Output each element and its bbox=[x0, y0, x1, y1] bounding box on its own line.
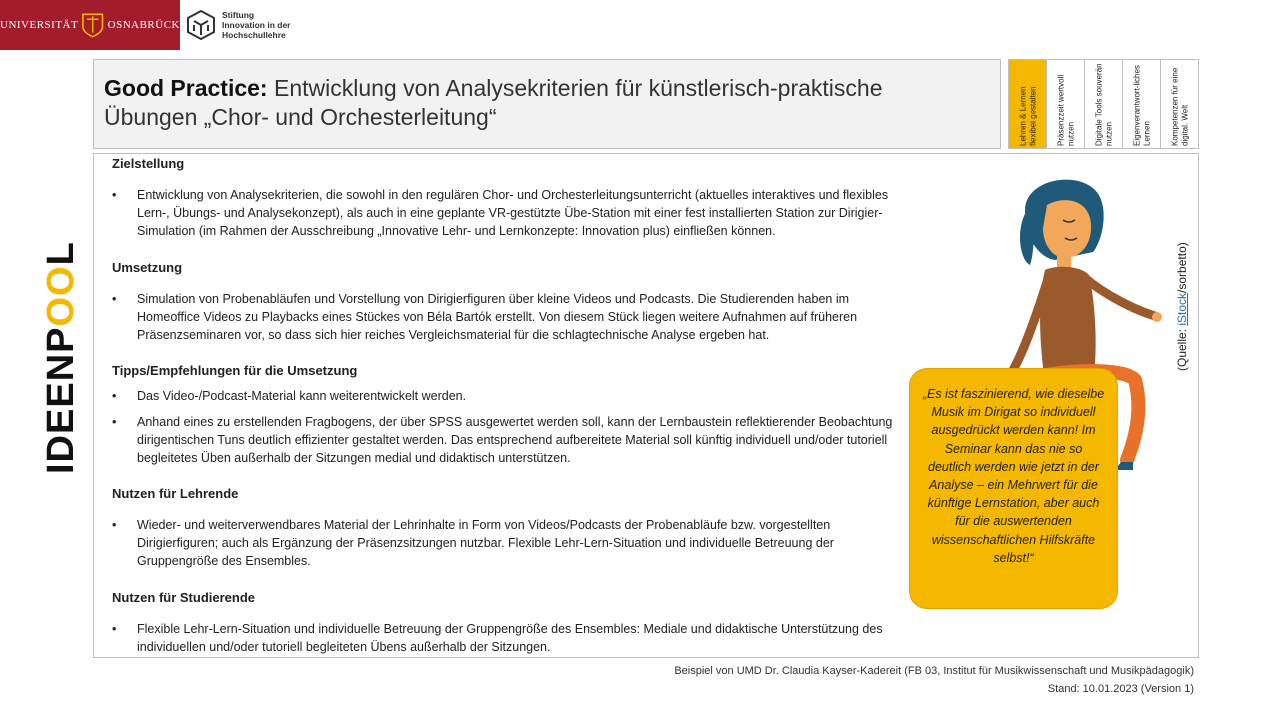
list-item bbox=[112, 413, 912, 467]
stiftung-cube-icon bbox=[186, 9, 216, 41]
bullet-icon: • bbox=[112, 415, 117, 429]
bullet-icon: • bbox=[112, 389, 117, 403]
credit-link[interactable]: iStock bbox=[1175, 292, 1189, 326]
credit-prefix: (Quelle: bbox=[1175, 325, 1189, 371]
ideenpool-text-accent: OO bbox=[40, 265, 82, 327]
uni-seal-icon bbox=[81, 11, 104, 39]
title-box bbox=[93, 59, 1001, 149]
list-item-text: Wieder- und weiterverwendbares Material der Lehrinhalte in Form von Videos/Podcasts der Probenabläufe bzw. vorgestellten Dirigierfiguren; auch als Ergänzung der Präsenzsitzungen nutzbar. Flexible Lehr-Lern-Situation und individuelle Betreuung der Gruppengröße des Ensembles. bbox=[137, 518, 834, 568]
footer-author: Beispiel von UMD Dr. Claudia Kayser-Kadereit (FB 03, Institut für Musikwissenschaft und Musikpädagogik) bbox=[674, 665, 1194, 677]
stiftung-logo bbox=[186, 8, 290, 42]
heading-umsetzung: Umsetzung bbox=[112, 260, 183, 275]
category-tabs bbox=[1008, 59, 1199, 149]
list-item-text: Anhand eines zu erstellenden Fragbogens, der über SPSS ausgewertet werden soll, kann der Lernbaustein reflektierender Beobachtung dirigentischen Tuns deutlich effizienter gestaltet werden. Das entsprechend aufbereitete Material soll künftig individuell und/oder tutoriell begleitetes Üben außerhalb der Sitzungen medial und didaktisch unterstützen. bbox=[137, 415, 893, 465]
list-item bbox=[112, 516, 912, 570]
list-item-text: Entwicklung von Analysekriterien, die sowohl in den regulären Chor- und Orchesterleitungsunterricht (aktuelles interaktives und flexibles Lern-, Übungs- und Analysekonzept), als auch in eine geplante VR-gestützte Übe-Station mit einer fest installierten Station zur Dirigier-Simulation (im Rahmen der Ausschreibung „Innovative Lehr- und Lernkonzepte: Innovation plus) einfließen können. bbox=[137, 188, 889, 238]
heading-nutzen-studierende: Nutzen für Studierende bbox=[112, 590, 256, 605]
stiftung-line-1: Stiftung bbox=[222, 10, 255, 20]
list-item bbox=[112, 620, 912, 656]
heading-tipps: Tipps/Empfehlungen für die Umsetzung bbox=[112, 363, 358, 378]
ideenpool-logo bbox=[40, 241, 84, 474]
stiftung-text bbox=[222, 10, 290, 40]
category-kompetenzen bbox=[1161, 60, 1198, 148]
image-credit bbox=[1175, 201, 1191, 371]
heading-nutzen-lehrende: Nutzen für Lehrende bbox=[112, 486, 239, 501]
bullet-icon: • bbox=[112, 518, 117, 532]
stiftung-line-3: Hochschullehre bbox=[222, 30, 286, 40]
ideenpool-text-1: IDEENP bbox=[40, 326, 82, 474]
category-label: Kompetenzen für eine digital. Welt bbox=[1170, 67, 1189, 146]
category-praesenzzeit bbox=[1047, 60, 1085, 148]
heading-zielstellung: Zielstellung bbox=[112, 156, 185, 171]
uni-logo-left-text: UNIVERSITÄT bbox=[0, 19, 79, 31]
category-label: Digitale Tools souverän nutzen bbox=[1094, 63, 1113, 146]
uni-logo-right-text: OSNABRÜCK bbox=[107, 19, 180, 31]
bullet-icon: • bbox=[112, 622, 117, 636]
footer-date: Stand: 10.01.2023 (Version 1) bbox=[1047, 683, 1194, 695]
list-item-text: Flexible Lehr-Lern-Situation und individuelle Betreuung der Gruppengröße des Ensembles: Mediale und didaktische Unterstützung des individuellen und/oder tutoriell begleiteten Übens außerhalb der Sitzungen. bbox=[137, 622, 883, 654]
list-item bbox=[112, 290, 912, 344]
quote-text: „Es ist faszinierend, wie dieselbe Musik im Dirigat so individuell ausgedrückt werden kann! Im Seminar kann das nie so deutlich werden wie jetzt in der Analyse – ein Mehrwert für die künftige Lernstation, aber auch für die auswertenden wissenschaftlichen Hilfskräfte selbst!“ bbox=[922, 387, 1105, 565]
list-item-text: Das Video-/Podcast-Material kann weiterentwickelt werden. bbox=[137, 389, 467, 403]
title-line-1: Entwicklung von Analysekriterien für künstlerisch-praktische bbox=[267, 75, 883, 101]
title-bold: Good Practice: bbox=[104, 75, 268, 101]
bullet-icon: • bbox=[112, 292, 117, 306]
category-eigenverantwortlich bbox=[1123, 60, 1161, 148]
credit-suffix: /sorbetto) bbox=[1175, 242, 1189, 293]
bullet-icon: • bbox=[112, 188, 117, 202]
category-label: Präsenzzeit wertvoll nutzen bbox=[1056, 74, 1075, 146]
list-item-text: Simulation von Probenabläufen und Vorstellung von Dirigierfiguren über kleine Videos und Podcasts. Die Studierenden haben im Homeoffice Videos zu Playbacks eines Stückes von Béla Bartók erstellt. Von diesem Stück liegen weitere Aufnahmen auf früheren Präsenzseminaren vor, so dass sich hier reiches Vergleichsmaterial für die schlagtechnische Analyse ergeben hat. bbox=[137, 292, 858, 342]
stiftung-line-2: Innovation in der bbox=[222, 20, 291, 30]
page-title bbox=[104, 74, 990, 132]
list-item bbox=[112, 186, 912, 240]
category-label: Eigenverantwort-liches Lernen bbox=[1132, 65, 1151, 146]
list-item bbox=[112, 387, 912, 405]
category-digitale-tools bbox=[1085, 60, 1123, 148]
title-line-2: Übungen „Chor- und Orchesterleitung“ bbox=[104, 104, 497, 130]
ideenpool-text-2: L bbox=[40, 241, 82, 266]
quote-bubble bbox=[909, 368, 1118, 609]
university-logo bbox=[0, 0, 180, 50]
category-flexibel bbox=[1009, 60, 1047, 148]
category-label: Lehren & Lernen flexibel gestalten bbox=[1018, 86, 1037, 146]
